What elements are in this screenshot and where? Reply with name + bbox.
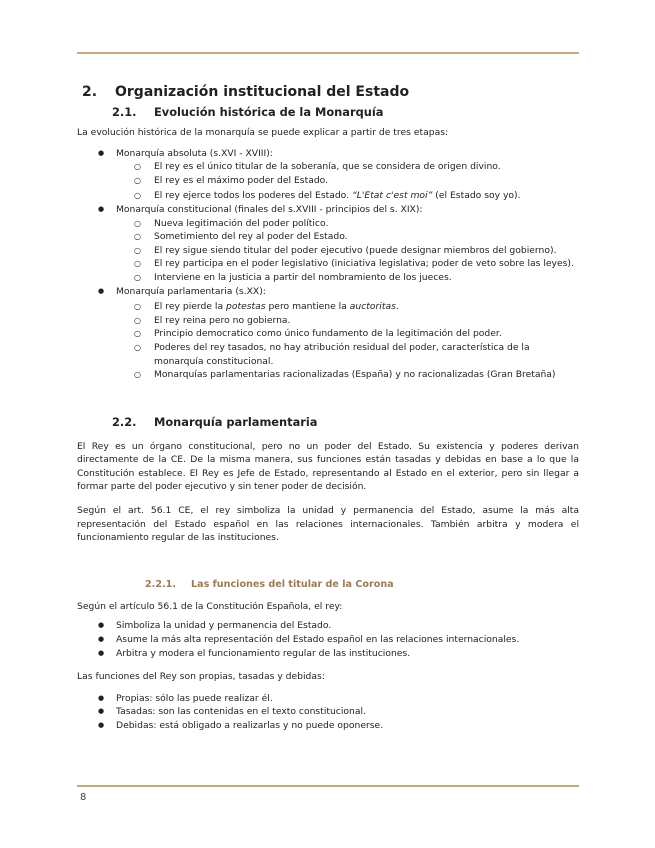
list-item: ● Tasadas: son las contenidas en el texto constitucional. <box>77 705 579 719</box>
list-item: ● Propias: sólo las puede realizar él. <box>77 692 579 706</box>
header-rule <box>77 52 579 54</box>
functions-list <box>77 619 579 660</box>
list-item: ○ El rey es el único titular de la soberanía, que se considera de origen divino. <box>116 160 579 174</box>
list-item: ○ El rey participa en el poder legislativo (iniciativa legislativa; poder de veto sobre las leyes). <box>116 257 579 271</box>
list-item: ● Monarquía constitucional (finales del s.XVIII - principios del s. XIX): ○ Nueva legitimación del poder político. ○ Sometimiento del rey al poder del Estado. ○ El rey sigue siendo titular del poder ejecutivo (puede designar miembros del gobierno). ○ El rey participa en el poder legislativo (iniciativa legislativa; poder de veto sobre las leyes). ○ Interviene en la justicia a partir del nombramiento de los jueces. <box>77 203 579 285</box>
subsection-title: Monarquía parlamentaria <box>154 414 318 429</box>
footer-rule <box>77 785 579 787</box>
intro-paragraph: La evolución histórica de la monarquía se puede explicar a partir de tres etapas: <box>77 127 449 138</box>
list-item: ○ Nueva legitimación del poder político. <box>116 217 579 231</box>
list-item: ○ El rey ejerce todos los poderes del Estado. “L'Etat c'est moi” (el Estado soy yo). <box>116 189 579 203</box>
list-item: ○ Monarquías parlamentarias racionalizadas (España) y no racionalizadas (Gran Bretaña) <box>116 368 579 382</box>
list-item: ● Debidas: está obligado a realizarlas y no puede oponerse. <box>77 719 579 733</box>
page-number: 8 <box>80 792 87 803</box>
list-item: ○ El rey pierde la potestas pero mantiene la auctoritas. <box>116 300 579 314</box>
sublist <box>116 160 579 203</box>
paragraph: Según el artículo 56.1 de la Constitución Española, el rey: <box>77 600 343 612</box>
functions-types-list <box>77 692 579 733</box>
section-title: Organización institucional del Estado <box>115 84 410 100</box>
subsubsection-number: 2.2.1. <box>145 578 176 590</box>
list-item: ○ Sometimiento del rey al poder del Estado. <box>116 230 579 244</box>
paragraph: El Rey es un órgano constitucional, pero no un poder del Estado. Su existencia y poderes derivan directamente de la CE. De la misma manera, sus funciones están tasadas y debidas en base a lo que la Constitución establece. El Rey es Jefe de Estado, representando al Estado en el exterior, pero sin llegar a formar parte del poder ejecutivo y sin tener poder de decisión. <box>77 440 579 493</box>
section-heading <box>77 86 579 106</box>
subsection-heading-2-1 <box>77 106 579 122</box>
page-content <box>77 86 579 733</box>
list-item: ○ El rey reina pero no gobierna. <box>116 314 579 328</box>
list-item: ○ Poderes del rey tasados, no hay atribución residual del poder, característica de la monarquía constitucional. <box>116 341 579 368</box>
subsection-number: 2.1. <box>112 105 137 119</box>
subsubsection-heading-2-2-1 <box>77 578 579 592</box>
paragraph: Según el art. 56.1 CE, el rey simboliza la unidad y permanencia del Estado, asume la más alta representación del Estado español en las relaciones internacionales. También arbitra y modera el funcionamiento regular de las instituciones. <box>77 505 579 544</box>
sublist <box>116 217 579 285</box>
paragraph: Las funciones del Rey son propias, tasadas y debidas: <box>77 671 325 683</box>
list-item: ○ El rey sigue siendo titular del poder ejecutivo (puede designar miembros del gobierno). <box>116 244 579 258</box>
list-item: ● Arbitra y modera el funcionamiento regular de las instituciones. <box>77 647 579 661</box>
subsection-heading-2-2 <box>77 416 579 432</box>
sublist <box>116 300 579 382</box>
list-item: ○ Interviene en la justicia a partir del nombramiento de los jueces. <box>116 271 579 285</box>
list-item: ● Asume la más alta representación del Estado español en las relaciones internacionales. <box>77 633 579 647</box>
list-item: ● Simboliza la unidad y permanencia del Estado. <box>77 619 579 633</box>
subsection-title: Evolución histórica de la Monarquía <box>154 105 384 119</box>
section-number: 2. <box>82 84 98 100</box>
list-item: ● Monarquía absoluta (s.XVI - XVIII): ○ El rey es el único titular de la soberanía, que se considera de origen divino. ○ El rey es el máximo poder del Estado. ○ El rey ejerce todos los poderes del Estado. “L'Etat c'est moi” (el Estado soy yo). <box>77 147 579 203</box>
list-item: ● Monarquía parlamentaria (s.XX): ○ El rey pierde la potestas pero mantiene la auctoritas. ○ El rey reina pero no gobierna. ○ Principio democratico como único fundamento de la legitimación del poder. ○ Poderes del rey tasados, no hay atribución residual del poder, característica de la monarquía constitucional. ○ Monarquías parlamentarias racionalizadas (España) y no racionalizadas (Gran Bretaña) <box>77 285 579 382</box>
list-item: ○ El rey es el máximo poder del Estado. <box>116 174 579 188</box>
stages-list <box>77 147 579 382</box>
subsubsection-title: Las funciones del titular de la Corona <box>191 578 394 590</box>
list-item: ○ Principio democratico como único fundamento de la legitimación del poder. <box>116 327 579 341</box>
subsection-number: 2.2. <box>112 414 137 429</box>
